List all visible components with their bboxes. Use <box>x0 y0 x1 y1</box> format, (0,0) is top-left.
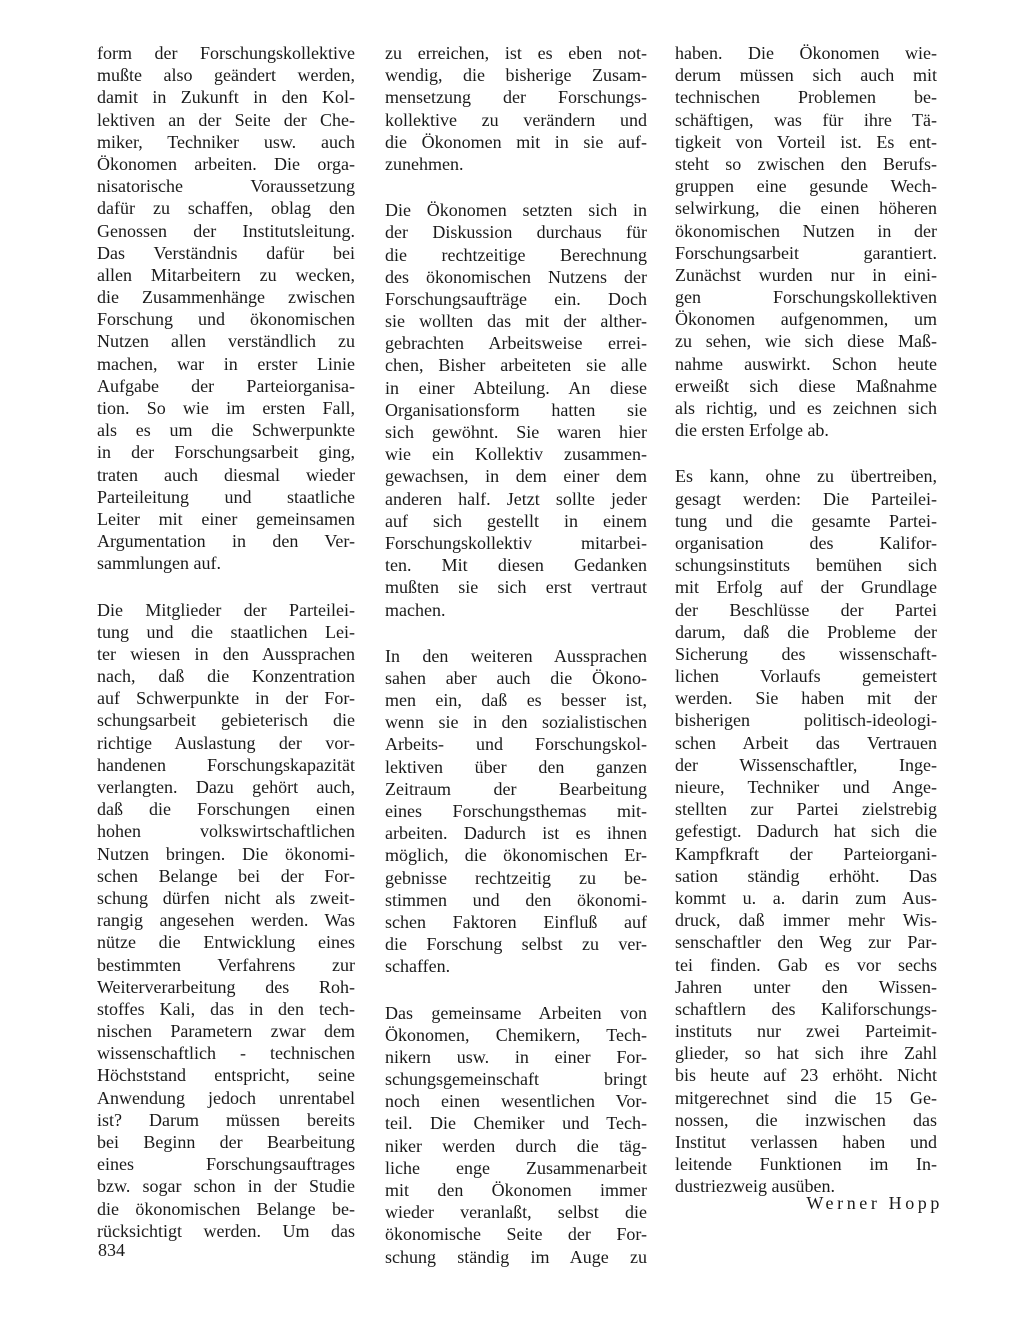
text-line: werden. Sie haben mit der <box>675 688 937 709</box>
text-line: noch einen wesentlichen Vor- <box>385 1091 647 1112</box>
text-line: Nutzen allen verständlich zu <box>97 331 355 352</box>
text-line: Forschung und ökonomischen <box>97 309 355 330</box>
text-line: bzw. sogar schon in der Studie <box>97 1176 355 1197</box>
text-line: senschaftler den Weg zur Par- <box>675 932 937 953</box>
text-line: druck, daß immer mehr Wis- <box>675 910 937 931</box>
text-line: gen Forschungskollektiven <box>675 287 937 308</box>
text-line: bei Beginn der Bearbeitung <box>97 1132 355 1152</box>
text-line: dustriezweig ausüben. <box>675 1176 835 1197</box>
text-line: Das Verständnis dafür bei <box>97 242 355 263</box>
text-column-1 <box>97 42 355 1266</box>
text-line: Organisationsform hatten sie <box>385 399 647 420</box>
text-line: schen Belange bei der For- <box>97 865 355 886</box>
text-line: erweißt sich diese Maßnahme <box>675 375 937 396</box>
text-line: die Ökonomen mit in sie auf- <box>385 131 647 152</box>
text-line: Ökonomen, Chemikern, Tech- <box>385 1024 647 1045</box>
page-number: 834 <box>98 1240 125 1260</box>
text-column-2 <box>385 42 647 1292</box>
text-line: die rechtzeitige Berechnung <box>385 244 647 265</box>
text-line: Forschungskollektiv mitarbei- <box>385 532 647 553</box>
text-line: Parteileitung und staatliche <box>97 486 355 507</box>
text-line: form der Forschungskollektive <box>97 43 355 63</box>
text-line: bisherigen politisch-ideologi- <box>675 710 937 731</box>
text-line: schen Faktoren Einfluß auf <box>385 911 647 932</box>
text-line: nahme auswirkt. Schon heute <box>675 353 937 374</box>
text-line: wieder veranlaßt, selbst die <box>385 1202 647 1223</box>
text-line: handenen Forschungskapazität <box>97 754 355 775</box>
text-line: nach, daß die Konzentration <box>97 666 355 687</box>
text-line: glieder, so hat sich ihre Zahl <box>675 1043 937 1064</box>
paragraph <box>97 42 355 575</box>
text-line: schungsarbeit gebieterisch die <box>97 710 355 731</box>
text-line: instituts nur zwei Parteimit- <box>675 1021 937 1042</box>
text-line: schung ständig im Auge zu <box>385 1246 647 1267</box>
text-line: eines Forschungsauftrages <box>97 1154 355 1175</box>
text-line: Zeitraum der Bearbeitung <box>385 778 647 799</box>
text-line: leitende Funktionen im In- <box>675 1154 937 1175</box>
text-line: ökonomischen Nutzen in der <box>675 220 937 241</box>
text-line: als richtig, und es zeichnen sich <box>675 398 937 418</box>
text-line: lektiven über den ganzen <box>385 756 647 777</box>
text-line: auf sich gestellt in einem <box>385 510 647 531</box>
author-signature: Werner Hopp <box>806 1193 943 1213</box>
text-line: die ersten Erfolge ab. <box>675 420 829 441</box>
paragraph <box>385 1002 647 1268</box>
paragraph <box>385 645 647 978</box>
text-line: stellten zur Partei zielstrebig <box>675 799 937 820</box>
text-line: schungsgemeinschaft bringt <box>385 1069 647 1090</box>
paragraph <box>385 42 647 175</box>
text-line: niker werden durch die täg- <box>385 1135 647 1156</box>
text-line: allen Mitarbeitern zu wecken, <box>97 264 355 285</box>
text-line: Die Mitglieder der Parteilei- <box>97 599 355 620</box>
text-line: anderen half. Jetzt sollte jeder <box>385 488 647 509</box>
text-line: tung und die staatlichen Lei- <box>97 621 355 642</box>
text-line: schungsinstituts bemühen sich <box>675 555 937 576</box>
text-line: schaffen. <box>385 956 451 977</box>
text-line: bis heute auf 23 erhöht. Nicht <box>675 1065 937 1086</box>
text-line: derum müssen sich auch mit <box>675 65 937 86</box>
text-line: wissenschaftlich - technischen <box>97 1043 355 1064</box>
text-line: mitgerechnet sind die 15 Ge- <box>675 1087 937 1108</box>
text-line: Zunächst wurden nur in eini- <box>675 264 937 285</box>
text-line: die Forschung selbst zu ver- <box>385 934 647 955</box>
text-line: nütze die Entwicklung eines <box>97 932 355 953</box>
text-line: nisatorische Voraussetzung <box>97 176 355 197</box>
text-line: sammlungen auf. <box>97 553 221 574</box>
text-column-3 <box>675 42 937 1222</box>
text-line: Arbeits- und Forschungskol- <box>385 734 647 755</box>
paragraph <box>675 42 937 441</box>
text-line: mußte also geändert werden, <box>97 65 355 86</box>
text-line: mit den Ökonomen immer <box>385 1180 647 1200</box>
text-line: Höchststand entspricht, seine <box>97 1065 355 1086</box>
text-line: zu sehen, wie sich diese Maß- <box>675 331 937 352</box>
text-line: auf Schwerpunkte in der For- <box>97 688 355 709</box>
text-line: wendig, die bisherige Zusam- <box>385 65 647 86</box>
text-line: ten. Mit diesen Gedanken <box>385 555 647 576</box>
text-line: gebrachten Arbeitsweise errei- <box>385 333 647 354</box>
text-line: stoffes Kali, das in den tech- <box>97 998 355 1019</box>
text-line: sie wollten das mit der alther- <box>385 311 647 332</box>
text-line: daß die Forschungen einen <box>97 799 355 820</box>
text-line: gewachsen, in dem einer dem <box>385 466 647 487</box>
text-line: schung dürfen nicht als zweit- <box>97 887 355 908</box>
text-line: hohen volkswirtschaftlichen <box>97 821 355 842</box>
text-line: liche enge Zusammenarbeit <box>385 1157 647 1178</box>
text-line: tion. So wie im ersten Fall, <box>97 398 355 418</box>
text-line: ökonomische Seite der For- <box>385 1224 647 1245</box>
text-line: haben. Die Ökonomen wie- <box>675 43 937 63</box>
text-line: Ökonomen arbeiten. Die orga- <box>97 153 355 174</box>
text-line: rücksichtigt werden. Um das <box>97 1220 355 1241</box>
text-line: steht so zwischen den Berufs- <box>675 153 937 174</box>
text-line: traten auch diesmal wieder <box>97 464 355 485</box>
text-line: Forschungsaufträge ein. Doch <box>385 288 647 309</box>
text-line: tung und die gesamte Partei- <box>675 510 937 531</box>
text-line: schen Arbeit das Vertrauen <box>675 732 937 753</box>
text-line: machen. <box>385 599 446 620</box>
text-line: Nutzen bringen. Die ökonomi- <box>97 843 355 864</box>
text-line: der Wissenschaftler, Inge- <box>675 754 937 775</box>
text-line: die Zusammenhänge zwischen <box>97 287 355 308</box>
text-line: lichen Vorlaufs gemeistert <box>675 666 937 687</box>
text-line: Forschungsarbeit garantiert. <box>675 242 937 263</box>
text-line: als es um die Schwerpunkte <box>97 420 355 441</box>
text-line: richtige Auslastung der vor- <box>97 732 355 753</box>
text-line: der Diskussion durchaus für <box>385 222 647 243</box>
text-line: lektiven an der Seite der Che- <box>97 109 355 130</box>
text-line: bestimmten Verfahrens zur <box>97 954 355 975</box>
text-line: Kampfkraft der Parteiorgani- <box>675 843 937 864</box>
text-line: Das gemeinsame Arbeiten von <box>385 1002 647 1023</box>
text-line: mußten sie sich erst vertraut <box>385 577 647 598</box>
text-line: gruppen eine gesunde Wech- <box>675 176 937 197</box>
text-line: die ökonomischen Belange be- <box>97 1198 355 1219</box>
text-line: Es kann, ohne zu übertreiben, <box>675 466 937 487</box>
text-line: ist? Darum müssen bereits <box>97 1109 355 1130</box>
text-line: machen, war in erster Linie <box>97 353 355 374</box>
text-line: organisation des Kalifor- <box>675 532 937 553</box>
text-line: Jahren unter den Wissen- <box>675 976 937 997</box>
text-line: eines Forschungsthemas mit- <box>385 801 647 821</box>
text-line: Ökonomen aufgenommen, um <box>675 309 937 330</box>
text-line: chen, Bisher arbeiteten sie alle <box>385 355 647 376</box>
text-line: der Beschlüsse der Partei <box>675 599 937 620</box>
text-line: kommt u. a. darin zum Aus- <box>675 887 937 908</box>
text-line: nikern usw. in einer For- <box>385 1046 647 1067</box>
text-line: nischen Parametern zwar dem <box>97 1021 355 1042</box>
text-line: schaftlern des Kaliforschungs- <box>675 998 937 1019</box>
text-line: rangig angesehen werden. Was <box>97 910 355 931</box>
text-line: sahen aber auch die Ökono- <box>385 667 647 688</box>
text-line: miker, Techniker usw. auch <box>97 131 355 152</box>
text-line: Genossen der Institutsleitung. <box>97 220 355 241</box>
text-line: schäftigen, was für ihre Tä- <box>675 109 937 130</box>
text-line: mit Erfolg auf der Grundlage <box>675 577 937 598</box>
text-line: Institut verlassen haben und <box>675 1132 937 1152</box>
text-line: damit in Zukunft in den Kol- <box>97 87 355 108</box>
text-line: dafür zu schaffen, oblag den <box>97 198 355 219</box>
text-line: sation ständig erhöht. Das <box>675 865 937 886</box>
text-line: tigkeit von Vorteil ist. Es ent- <box>675 131 937 152</box>
text-line: men ein, daß es besser ist, <box>385 690 647 711</box>
text-line: stimmen und den ökonomi- <box>385 889 647 910</box>
text-line: teil. Die Chemiker und Tech- <box>385 1113 647 1134</box>
text-line: sich gewöhnt. Sie waren hier <box>385 422 647 442</box>
text-line: darum, daß die Probleme der <box>675 621 937 642</box>
text-line: gefestigt. Dadurch hat sich die <box>675 821 937 842</box>
text-line: Aufgabe der Parteiorganisa- <box>97 375 355 396</box>
text-line: Anwendung jedoch unrentabel <box>97 1087 355 1108</box>
text-line: Leiter mit einer gemeinsamen <box>97 508 355 529</box>
text-line: nieure, Techniker und Ange- <box>675 777 937 797</box>
text-line: zu erreichen, ist es eben not- <box>385 43 647 63</box>
text-line: Sicherung des wissenschaft- <box>675 643 937 664</box>
text-line: mensetzung der Forschungs- <box>385 87 647 108</box>
text-line: gesagt werden: Die Parteilei- <box>675 488 937 509</box>
text-line: ter wiesen in den Aussprachen <box>97 643 355 664</box>
text-line: kollektive zu verändern und <box>385 109 647 130</box>
text-line: gebnisse rechtzeitig zu be- <box>385 867 647 888</box>
text-line: in der Forschungsarbeit ging, <box>97 442 355 463</box>
text-line: wenn sie in den sozialistischen <box>385 712 647 733</box>
text-line: zunehmen. <box>385 153 464 174</box>
text-line: wie ein Kollektiv zusammen- <box>385 444 647 465</box>
text-line: In den weiteren Aussprachen <box>385 645 647 666</box>
text-line: arbeiten. Dadurch ist es ihnen <box>385 823 647 844</box>
text-line: verlangten. Dazu gehört auch, <box>97 777 355 797</box>
text-line: in einer Abteilung. An diese <box>385 377 647 398</box>
text-line: möglich, die ökonomischen Er- <box>385 845 647 866</box>
text-line: nossen, die inzwischen das <box>675 1109 937 1130</box>
paragraph <box>97 599 355 1242</box>
text-line: selwirkung, die einen höheren <box>675 198 937 219</box>
text-line: des ökonomischen Nutzens der <box>385 266 647 287</box>
text-line: tei finden. Gab es vor sechs <box>675 954 937 975</box>
paragraph <box>385 199 647 621</box>
text-line: Argumentation in den Ver- <box>97 531 355 552</box>
text-line: Die Ökonomen setzten sich in <box>385 200 647 221</box>
text-line: Weiterverarbeitung des Roh- <box>97 976 355 997</box>
paragraph <box>675 465 937 1197</box>
text-line: technischen Problemen be- <box>675 87 937 108</box>
